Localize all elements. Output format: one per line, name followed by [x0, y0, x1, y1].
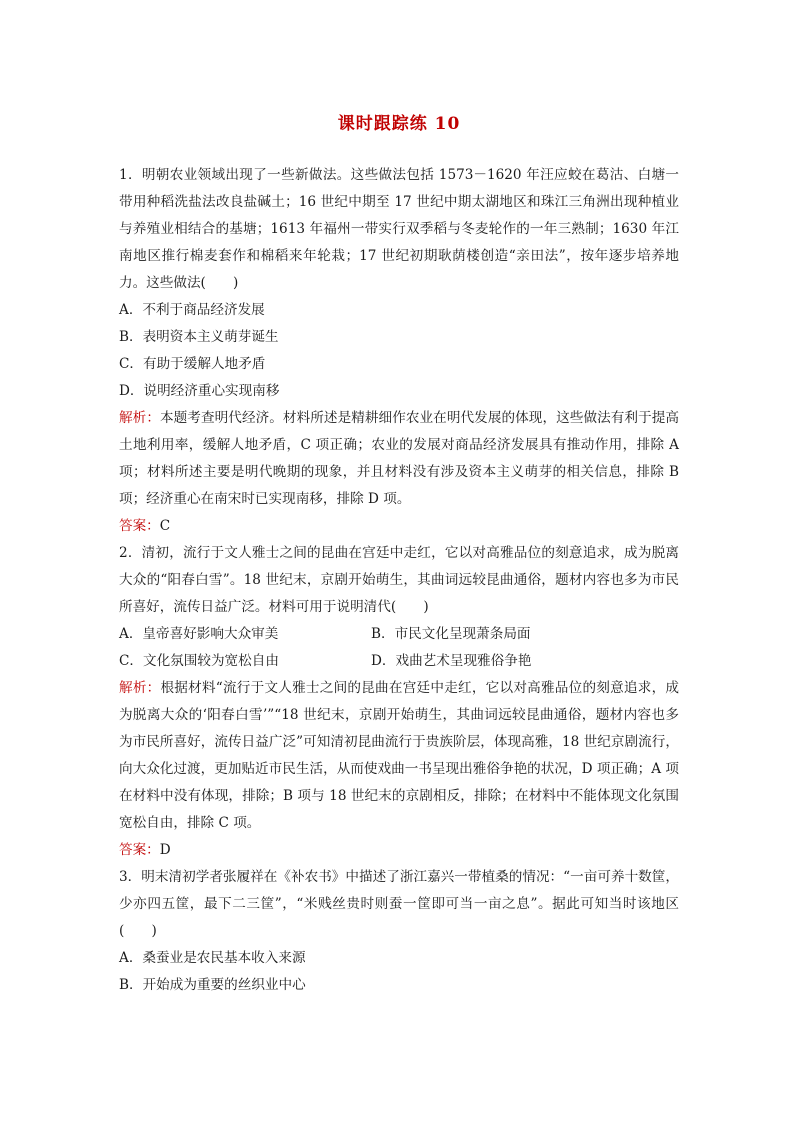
- question-3-option-a: A．桑蚕业是农民基本收入来源: [119, 950, 306, 966]
- question-2-option-c: C．文化氛围较为宽松自由: [119, 653, 279, 669]
- answer-label: 答案：: [119, 842, 160, 858]
- question-1: [119, 162, 679, 540]
- question-2-option-a: A．皇帝喜好影响大众审美: [119, 626, 279, 642]
- analysis-text: 本题考查明代经济。材料所述是精耕细作农业在明代发展的体现，这些做法有利于提高土地利用率，缓解人地矛盾，C 项正确；农业的发展对商品经济发展具有推动作用，排除 A 项；材料所述主要是明代晚期的现象，并且材料没有涉及资本主义萌芽的相关信息，排除 B 项；经济重心在南宋时已实现南移，排除 D 项。: [119, 410, 680, 507]
- question-3: [119, 864, 679, 999]
- analysis-label: 解析：: [119, 410, 160, 426]
- question-2-answer: [119, 837, 679, 864]
- question-2-options-row-1: [119, 621, 679, 648]
- analysis-text: 根据材料“流行于文人雅士之间的昆曲在宫廷中走红，它以对高雅品位的刻意追求，成为脱离大众的‘阳春白雪’”“18 世纪末，京剧开始萌生，其曲词远较昆曲通俗，题材内容也多为市民所喜好，流传日益广泛”可知清初昆曲流行于贵族阶层，体现高雅，18 世纪京剧流行，向大众化过渡，更加贴近市民生活，从而使戏曲一书呈现出雅俗争艳的状况，D 项正确；A 项在材料中没有体现，排除；B 项与 18 世纪末的京剧相反，排除；在材料中不能体现文化氛围宽松自由，排除 C 项。: [119, 680, 679, 831]
- answer-value: C: [159, 518, 171, 534]
- question-2-option-d: D．戏曲艺术呈现雅俗争艳: [371, 653, 532, 669]
- question-1-analysis: [119, 405, 679, 513]
- question-3-option-b: B．开始成为重要的丝织业中心: [119, 977, 306, 993]
- answer-label: 答案：: [119, 518, 160, 534]
- question-3-stem: 3．明末清初学者张履祥在《补农书》中描述了浙江嘉兴一带植桑的情况：“一亩可养十数筐，少亦四五筐，最下二三筐”，“米贱丝贵时则蚕一筐即可当一亩之息”。据此可知当时该地区( ): [119, 869, 679, 939]
- question-1-stem: 1．明朝农业领域出现了一些新做法。这些做法包括 1573－1620 年汪应蛟在葛沽、白塘一带用种稻洗盐法改良盐碱土；16 世纪中期至 17 世纪中期太湖地区和珠江三角洲出现种植业与养殖业相结合的基塘；1613 年福州一带实行双季稻与冬麦轮作的一年三熟制；1630 年江南地区推行棉麦套作和棉稻来年轮栽；17 世纪初期耿荫楼创造“亲田法”，按年逐步培养地力。这些做法( ): [119, 167, 679, 291]
- question-1-option-d: D．说明经济重心实现南移: [119, 383, 280, 399]
- question-1-option-c: C．有助于缓解人地矛盾: [119, 356, 266, 372]
- answer-value: D: [159, 842, 171, 858]
- question-1-option-b: B．表明资本主义萌芽诞生: [119, 329, 279, 345]
- question-2-stem: 2．清初，流行于文人雅士之间的昆曲在宫廷中走红，它以对高雅品位的刻意追求，成为脱离大众的“阳春白雪”。18 世纪末，京剧开始萌生，其曲词远较昆曲通俗，题材内容也多为市民所喜好，流传日益广泛。材料可用于说明清代( ): [119, 545, 679, 615]
- question-1-option-a: A．不利于商品经济发展: [119, 302, 265, 318]
- question-2-options-row-2: [119, 648, 679, 675]
- question-2-analysis: [119, 675, 679, 837]
- question-2-option-b: B．市民文化呈现萧条局面: [371, 626, 531, 642]
- question-1-answer: [119, 513, 679, 540]
- document-page: [119, 112, 679, 999]
- question-2: [119, 540, 679, 864]
- analysis-label: 解析：: [119, 680, 161, 696]
- page-title: 课时跟踪练 10: [337, 114, 461, 134]
